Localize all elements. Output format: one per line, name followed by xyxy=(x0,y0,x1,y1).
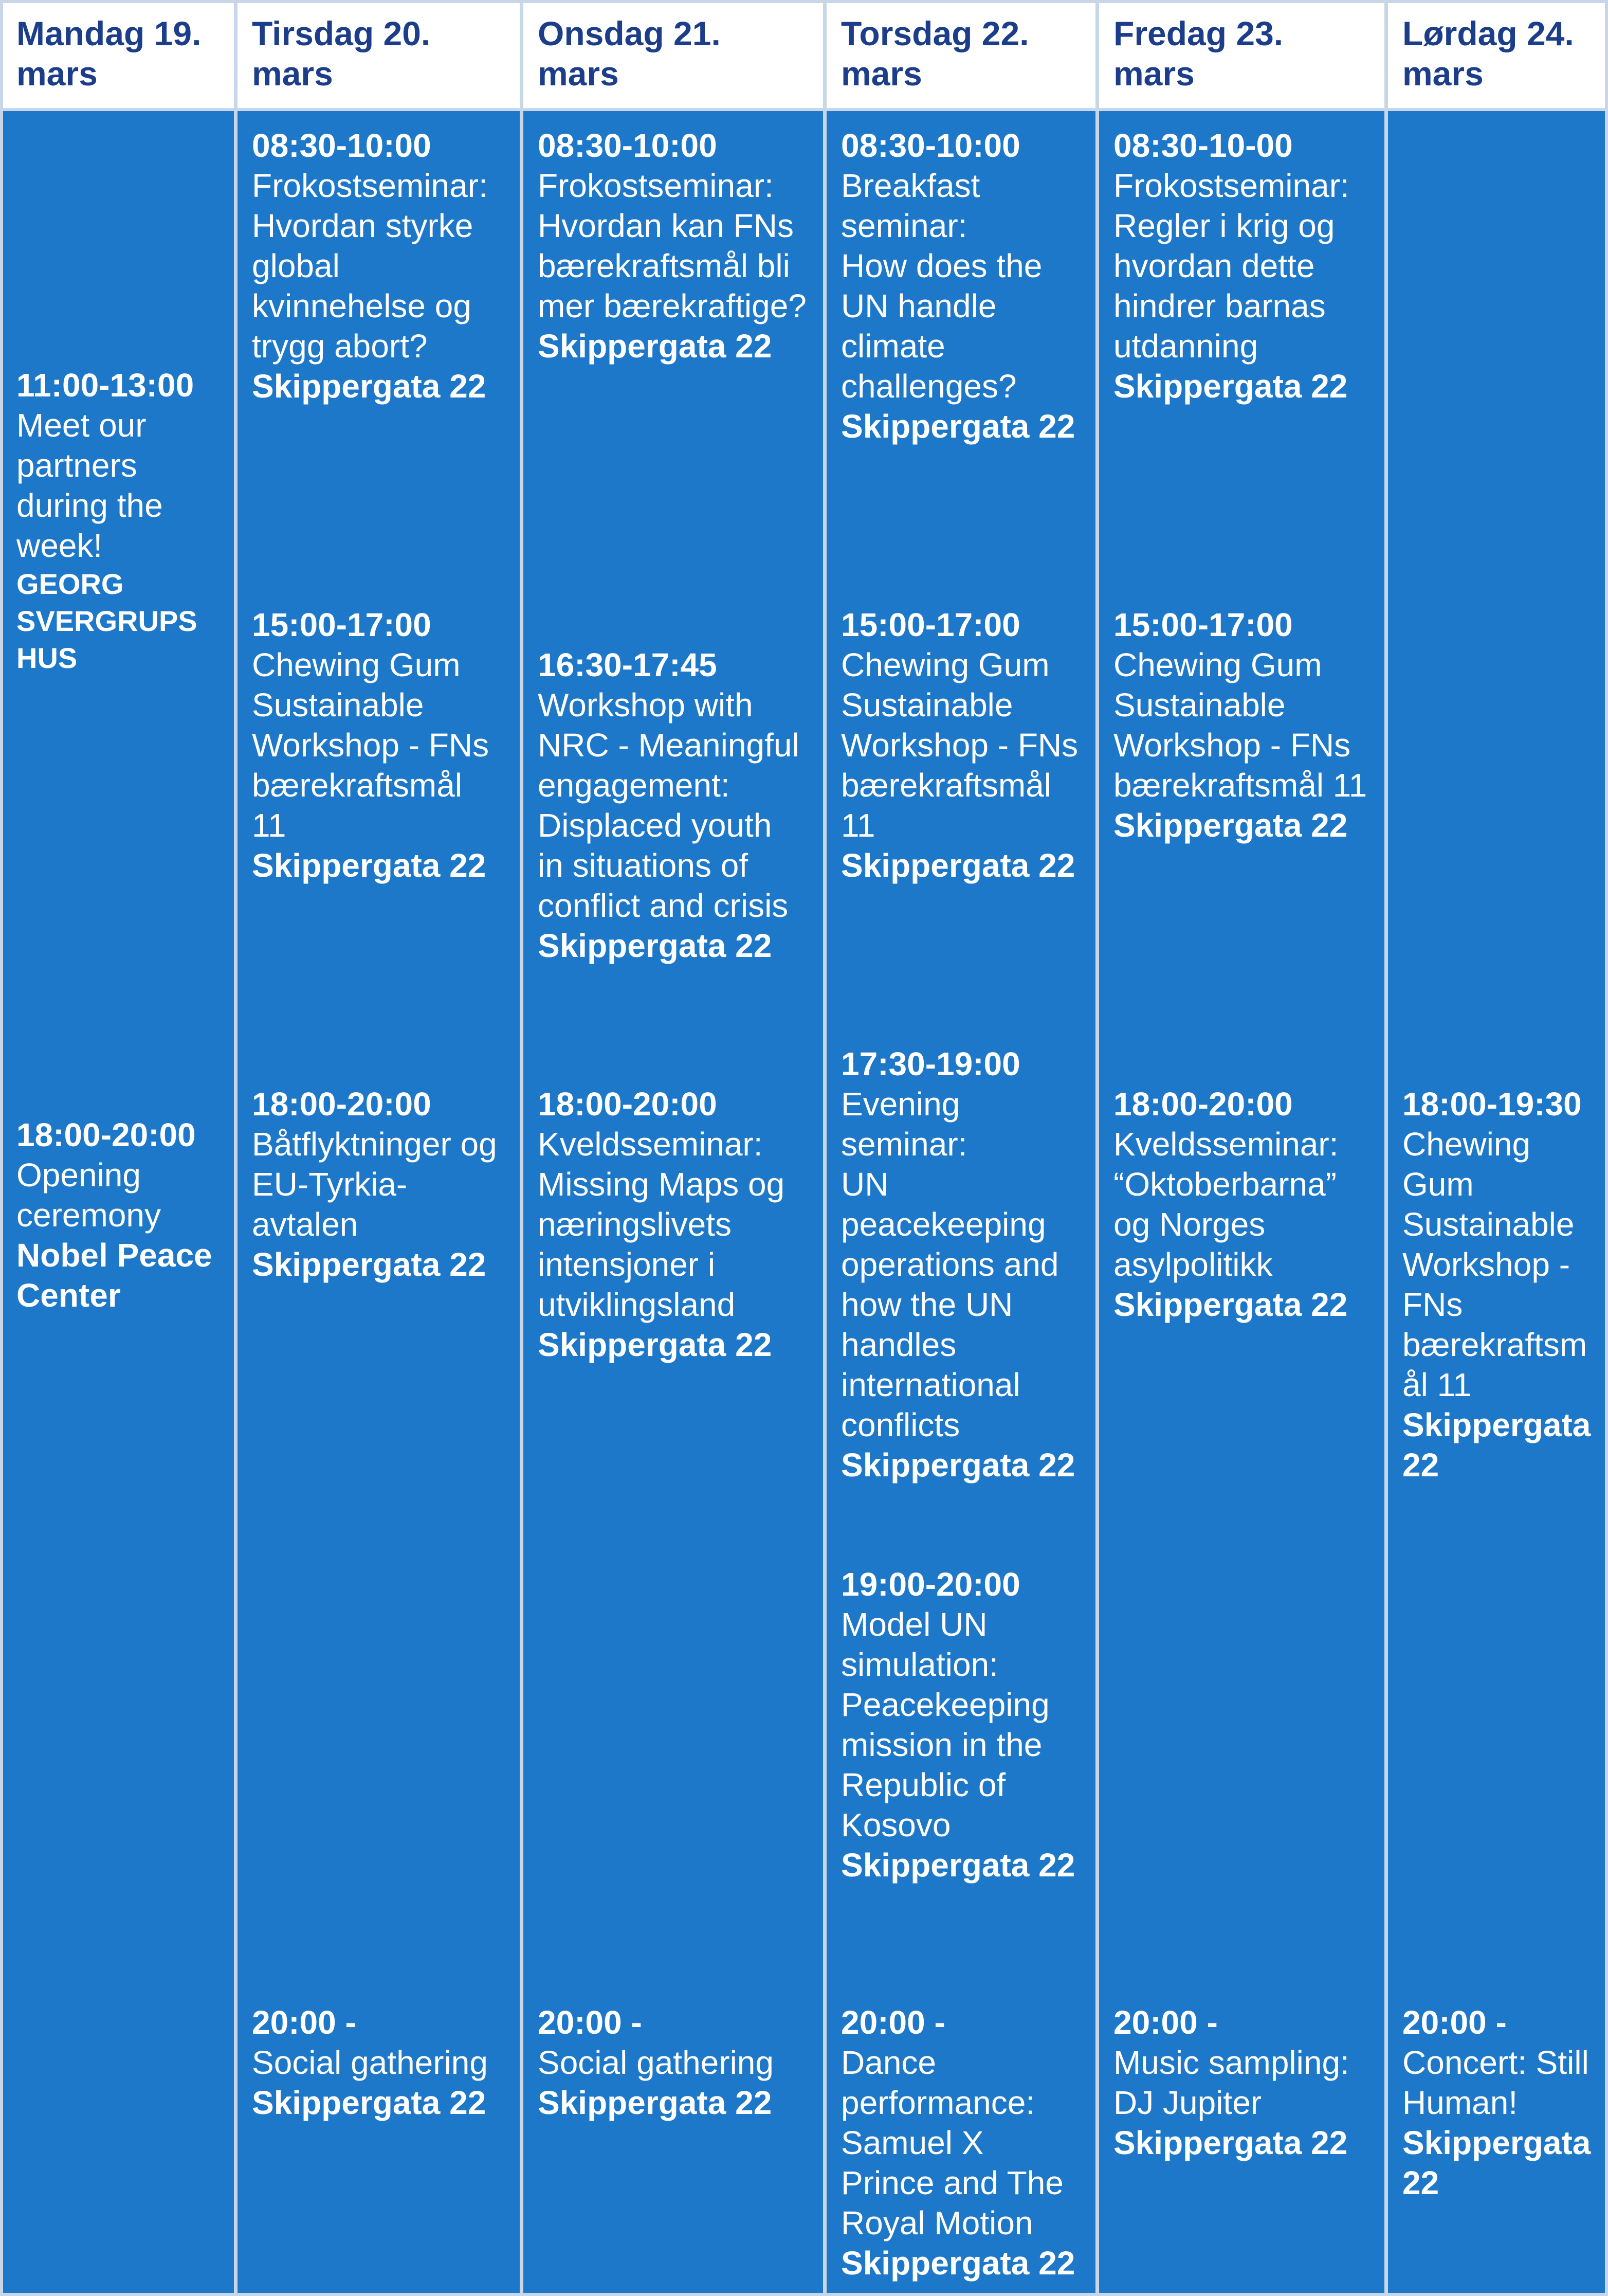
event-location: Skippergata 22 xyxy=(1113,807,1348,844)
event-title: Dance performance: Samuel X Prince and The Royal Motion xyxy=(841,2044,1064,2241)
event-title: Kveldsseminar: Missing Maps og næringslivets intensjoner i utviklingsland xyxy=(538,1126,785,1323)
column-divider xyxy=(823,0,827,2296)
event-location: Skippergata 22 xyxy=(538,1326,772,1363)
event-location: Nobel Peace Center xyxy=(16,1237,212,1314)
event-title: Opening ceremony xyxy=(16,1156,161,1234)
event-time: 15:00-17:00 xyxy=(841,606,1020,643)
day-header-friday: Fredag 23. mars xyxy=(1097,0,1386,110)
event-time: 20:00 - xyxy=(1113,2004,1218,2041)
column-divider xyxy=(520,0,523,2296)
event-friday-4 xyxy=(1113,2002,1381,2163)
event-time: 08:30-10-00 xyxy=(1113,127,1293,164)
event-time: 15:00-17:00 xyxy=(1113,606,1293,643)
event-title: Social gathering xyxy=(252,2044,488,2081)
event-time: 20:00 - xyxy=(841,2004,945,2041)
event-time: 08:30-10:00 xyxy=(538,127,717,164)
header-divider xyxy=(0,108,1608,111)
event-friday-2 xyxy=(1113,605,1381,845)
event-time: 11:00-13:00 xyxy=(16,367,194,404)
event-wednesday-1 xyxy=(538,125,819,366)
day-header-monday: Mandag 19. mars xyxy=(0,0,235,110)
event-wednesday-4 xyxy=(538,2002,819,2123)
event-location: Skippergata 22 xyxy=(1113,2124,1348,2161)
event-title: Chewing Gum Sustainable Workshop - FNs bærekraftsmål 11 xyxy=(252,646,489,844)
event-tuesday-1 xyxy=(252,125,516,406)
event-location: Skippergata 22 xyxy=(252,847,486,884)
day-column-saturday xyxy=(1386,110,1608,2296)
event-saturday-1 xyxy=(1402,1084,1603,1485)
event-thursday-5 xyxy=(841,2002,1092,2283)
event-thursday-4 xyxy=(841,1564,1092,1885)
event-title: Frokostseminar: Regler i krig og hvordan dette hindrer barnas utdanning xyxy=(1113,167,1349,365)
event-time: 15:00-17:00 xyxy=(252,606,431,643)
event-title: Music sampling: DJ Jupiter xyxy=(1113,2044,1349,2121)
event-title: Model UN simulation: Peacekeeping mission in the Republic of Kosovo xyxy=(841,1606,1050,1843)
event-title: Concert: Still Human! xyxy=(1402,2044,1589,2121)
day-column-friday xyxy=(1097,110,1386,2296)
event-location: GEORG SVERGRUPS HUS xyxy=(16,568,197,674)
event-title: Meet our partners during the week! xyxy=(16,407,163,564)
event-thursday-3 xyxy=(841,1044,1092,1485)
event-saturday-2 xyxy=(1402,2002,1603,2203)
event-time: 18:00-20:00 xyxy=(252,1086,431,1123)
event-wednesday-2 xyxy=(538,645,819,966)
event-location: Skippergata 22 xyxy=(1402,1406,1591,1484)
event-time: 20:00 - xyxy=(1402,2004,1507,2041)
event-location: Skippergata 22 xyxy=(252,1246,486,1283)
event-time: 18:00-20:00 xyxy=(538,1086,717,1123)
event-title: Chewing Gum Sustainable Workshop - FNs bærekraftsmål 11 xyxy=(841,646,1079,844)
event-title: Kveldsseminar: “Oktoberbarna” og Norges asylpolitikk xyxy=(1113,1126,1339,1283)
event-location: Skippergata 22 xyxy=(1402,2124,1591,2201)
event-title: Båtflyktninger og EU-Tyrkia- avtalen xyxy=(252,1126,497,1243)
event-location: Skippergata 22 xyxy=(252,368,486,405)
event-time: 16:30-17:45 xyxy=(538,646,717,683)
event-tuesday-4 xyxy=(252,2002,516,2123)
event-title: Workshop with NRC - Meaningful engagement: Displaced youth in situations of conflict and crisis xyxy=(538,686,799,924)
event-location: Skippergata 22 xyxy=(538,927,772,964)
event-title: Chewing Gum Sustainable Workshop - FNs bærekraftsmål 11 xyxy=(1113,646,1367,804)
event-time: 08:30-10:00 xyxy=(841,127,1020,164)
day-header-thursday: Torsdag 22. mars xyxy=(825,0,1097,110)
event-time: 19:00-20:00 xyxy=(841,1566,1020,1603)
column-divider xyxy=(1095,0,1099,2296)
event-monday-1 xyxy=(16,365,230,677)
event-location: Skippergata 22 xyxy=(538,328,772,365)
event-friday-1 xyxy=(1113,125,1381,406)
event-location: Skippergata 22 xyxy=(1113,368,1348,405)
event-tuesday-3 xyxy=(252,1084,516,1285)
event-location: Skippergata 22 xyxy=(841,1447,1075,1484)
event-location: Skippergata 22 xyxy=(841,847,1075,884)
column-divider xyxy=(234,0,237,2296)
event-location: Skippergata 22 xyxy=(1113,1286,1348,1323)
event-title: Breakfast seminar: How does the UN handle climate challenges? xyxy=(841,167,1043,405)
event-time: 18:00-19:30 xyxy=(1402,1086,1582,1123)
day-column-wednesday xyxy=(521,110,825,2296)
event-friday-3 xyxy=(1113,1084,1381,1325)
event-location: Skippergata 22 xyxy=(841,1847,1075,1884)
event-wednesday-3 xyxy=(538,1084,819,1365)
event-title: Frokostseminar: Hvordan kan FNs bærekraftsmål bli mer bærekraftige? xyxy=(538,167,807,324)
event-thursday-1 xyxy=(841,125,1092,446)
event-time: 08:30-10:00 xyxy=(252,127,431,164)
event-time: 18:00-20:00 xyxy=(1113,1086,1293,1123)
event-title: Social gathering xyxy=(538,2044,774,2081)
event-time: 18:00-20:00 xyxy=(16,1116,196,1153)
event-location: Skippergata 22 xyxy=(538,2084,772,2121)
event-location: Skippergata 22 xyxy=(252,2084,486,2121)
day-header-wednesday: Onsdag 21. mars xyxy=(521,0,825,110)
event-title: Evening seminar: UN peacekeeping operations and how the UN handles international conflicts xyxy=(841,1086,1059,1443)
event-thursday-2 xyxy=(841,605,1092,885)
event-title: Chewing Gum Sustainable Workshop - FNs bærekraftsm ål 11 xyxy=(1402,1126,1587,1403)
day-column-monday xyxy=(0,110,235,2296)
event-time: 17:30-19:00 xyxy=(841,1045,1020,1082)
day-header-tuesday: Tirsdag 20. mars xyxy=(235,0,521,110)
day-column-thursday xyxy=(825,110,1097,2296)
event-monday-2 xyxy=(16,1115,230,1315)
day-column-tuesday xyxy=(235,110,521,2296)
event-location: Skippergata 22 xyxy=(841,2245,1075,2282)
event-tuesday-2 xyxy=(252,605,516,885)
day-header-saturday: Lørdag 24. mars xyxy=(1386,0,1608,110)
event-time: 20:00 - xyxy=(252,2004,356,2041)
event-title: Frokostseminar: Hvordan styrke global kvinnehelse og trygg abort? xyxy=(252,167,488,365)
event-time: 20:00 - xyxy=(538,2004,642,2041)
event-location: Skippergata 22 xyxy=(841,408,1075,445)
column-divider xyxy=(1384,0,1388,2296)
